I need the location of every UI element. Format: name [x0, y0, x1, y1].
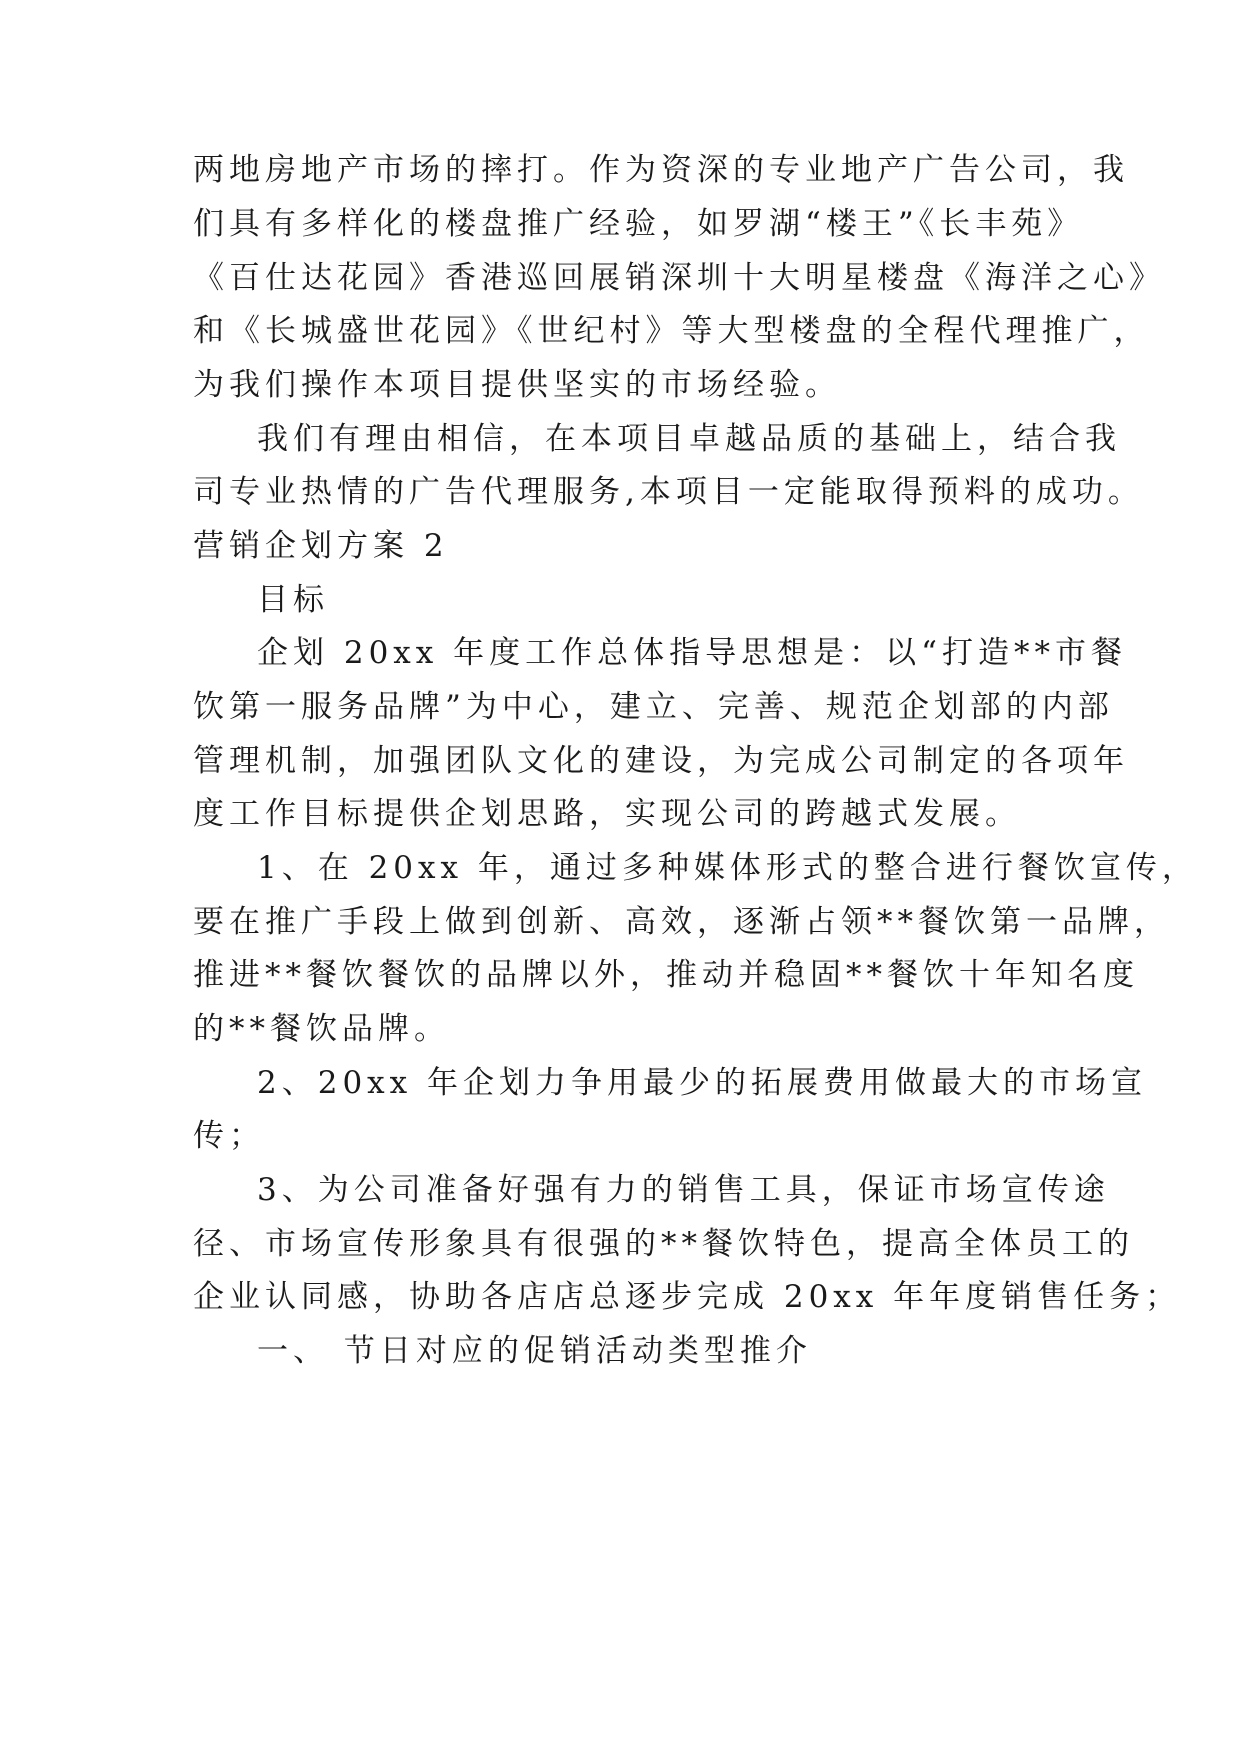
paragraph-line: 1、在 20xx 年，通过多种媒体形式的整合进行餐饮宣传， [257, 850, 1198, 886]
paragraph-line: 为我们操作本项目提供坚实的市场经验。 [193, 367, 841, 403]
paragraph-line: 两地房地产市场的摔打。作为资深的专业地产广告公司，我 [193, 152, 1129, 188]
paragraph-line: 传； [193, 1118, 265, 1154]
section-heading: 一、 节日对应的促销活动类型推介 [257, 1333, 812, 1369]
paragraph-line: 我们有理由相信，在本项目卓越品质的基础上，结合我 [257, 421, 1121, 457]
paragraph-line: 推进**餐饮餐饮的品牌以外，推动并稳固**餐饮十年知名度 [193, 957, 1139, 993]
paragraph-line: 要在推广手段上做到创新、高效，逐渐占领**餐饮第一品牌， [193, 904, 1170, 940]
paragraph-line: 管理机制，加强团队文化的建设，为完成公司制定的各项年 [193, 743, 1129, 779]
paragraph-line: 2、20xx 年企划力争用最少的拓展费用做最大的市场宣 [257, 1065, 1147, 1101]
paragraph-line: 径、市场宣传形象具有很强的**餐饮特色，提高全体员工的 [193, 1226, 1134, 1262]
paragraph-line: 企划 20xx 年度工作总体指导思想是：以“打造**市餐 [257, 635, 1127, 671]
paragraph-line: 司专业热情的广告代理服务,本项目一定能取得预料的成功。 [193, 474, 1144, 510]
paragraph-line: 度工作目标提供企划思路，实现公司的跨越式发展。 [193, 796, 1021, 832]
section-heading: 营销企划方案 2 [193, 528, 449, 564]
paragraph-line: 3、为公司准备好强有力的销售工具，保证市场宣传途 [257, 1172, 1110, 1208]
paragraph-line: 们具有多样化的楼盘推广经验，如罗湖“楼王”《长丰苑》 [193, 206, 1084, 242]
subheading: 目标 [257, 582, 329, 618]
paragraph-line: 和《长城盛世花园》《世纪村》等大型楼盘的全程代理推广， [193, 313, 1150, 349]
paragraph-line: 的**餐饮品牌。 [193, 1011, 450, 1047]
paragraph-line: 饮第一服务品牌”为中心，建立、完善、规范企划部的内部 [193, 689, 1114, 725]
paragraph-line: 企业认同感，协助各店店总逐步完成 20xx 年年度销售任务； [193, 1279, 1182, 1315]
paragraph-line: 《百仕达花园》香港巡回展销深圳十大明星楼盘《海洋之心》 [193, 260, 1165, 296]
